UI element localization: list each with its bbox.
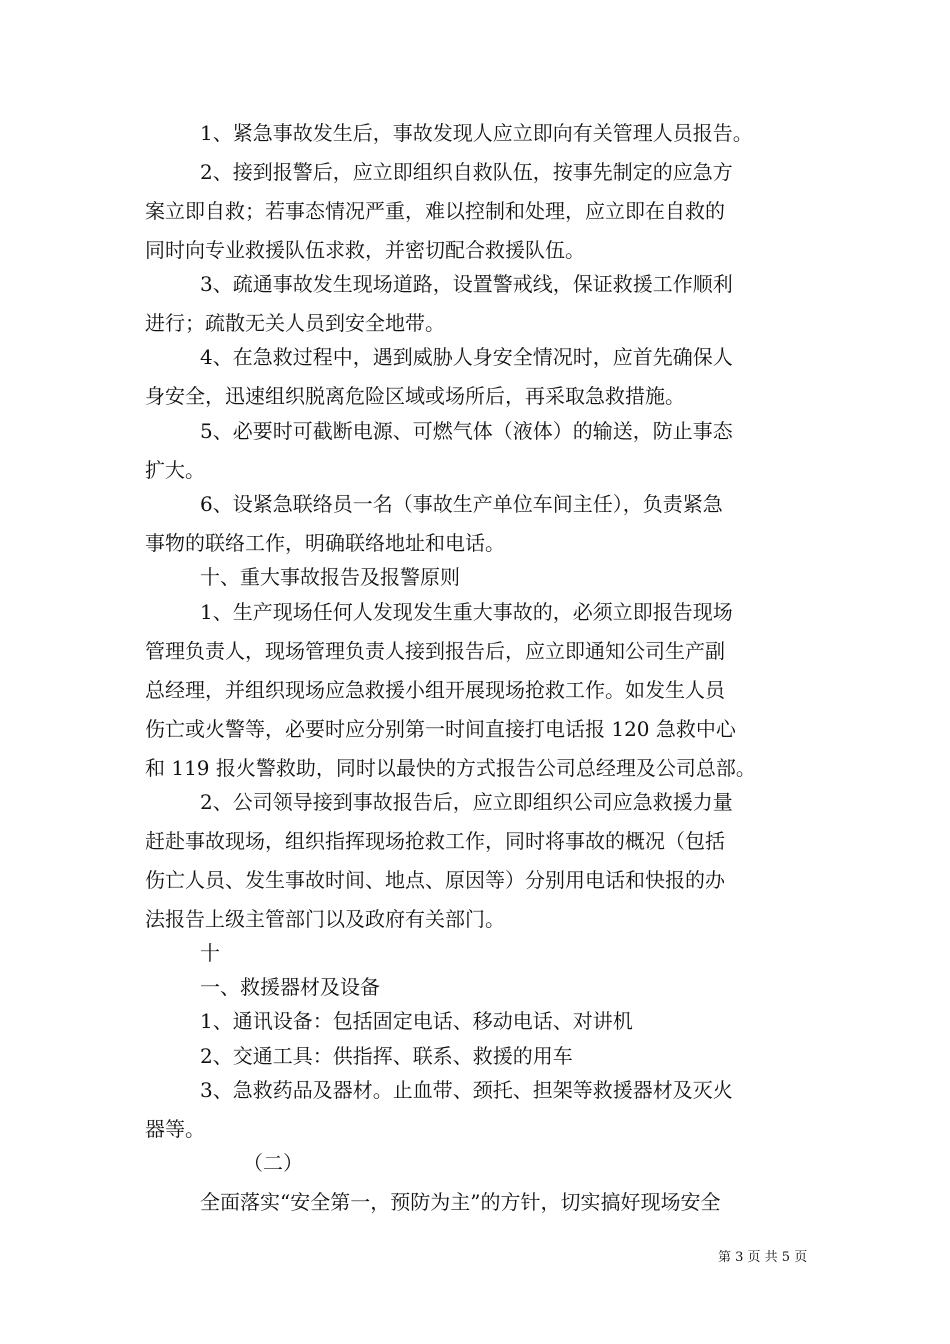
text-line-25: 器等。 (145, 1117, 205, 1141)
text-line-2: 2、接到报警后，应立即组织自救队伍，按事先制定的应急方 (200, 160, 733, 184)
text-line-1: 1、紧急事故发生后，事故发现人应立即向有关管理人员报告。 (200, 121, 753, 145)
text-line-18: 2、公司领导接到事故报告后，应立即组织公司应急救援力量 (200, 790, 733, 814)
section-heading-10: 十、重大事故报告及报警原则 (200, 565, 460, 589)
text-line-16: 伤亡或火警等，必要时应分别第一时间直接打电话报 120 急救中心 (145, 717, 736, 741)
text-line-13: 1、生产现场任何人发现发生重大事故的，必须立即报告现场 (200, 600, 733, 624)
text-line-14: 管理负责人，现场管理负责人接到报告后，应立即通知公司生产副 (145, 639, 725, 663)
text-line-5: 3、疏通事故发生现场道路，设置警戒线，保证救援工作顺利 (200, 272, 733, 296)
text-line-11: 6、设紧急联络员一名（事故生产单位车间主任），负责紧急 (200, 492, 723, 516)
section-heading-11: 一、救援器材及设备 (200, 975, 380, 999)
text-line-23: 2、交通工具：供指挥、联系、救援的用车 (200, 1044, 573, 1068)
text-line-22: 1、通讯设备：包括固定电话、移动电话、对讲机 (200, 1009, 633, 1033)
text-line-20: 伤亡人员、发生事故时间、地点、原因等）分别用电话和快报的办 (145, 868, 725, 892)
text-line-15: 总经理，并组织现场应急救援小组开展现场抢救工作。如发生人员 (145, 678, 725, 702)
text-line-10: 扩大。 (145, 458, 205, 482)
text-line-4: 同时向专业救援队伍求救，并密切配合救援队伍。 (145, 238, 585, 262)
text-line-9: 5、必要时可截断电源、可燃气体（液体）的输送，防止事态 (200, 419, 733, 443)
text-line-26: 全面落实“安全第一，预防为主”的方针，切实搞好现场安全 (200, 1190, 721, 1214)
text-line-3: 案立即自救；若事态情况严重，难以控制和处理，应立即在自救的 (145, 199, 725, 223)
page-number-footer: 第 3 页 共 5 页 (718, 1250, 808, 1265)
subsection-heading: （二） (243, 1151, 303, 1175)
text-line-21: 法报告上级主管部门以及政府有关部门。 (145, 907, 505, 931)
section-number: 十 (200, 941, 220, 965)
text-line-19: 赶赴事故现场，组织指挥现场抢救工作，同时将事故的概况（包括 (145, 829, 725, 853)
text-line-6: 进行；疏散无关人员到安全地带。 (145, 311, 445, 335)
text-line-7: 4、在急救过程中，遇到威胁人身安全情况时，应首先确保人 (200, 345, 733, 369)
text-line-17: 和 119 报火警救助，同时以最快的方式报告公司总经理及公司总部。 (145, 756, 756, 780)
text-line-8: 身安全，迅速组织脱离危险区域或场所后，再采取急救措施。 (145, 384, 685, 408)
text-line-12: 事物的联络工作，明确联络地址和电话。 (145, 531, 505, 555)
text-line-24: 3、急救药品及器材。止血带、颈托、担架等救援器材及灭火 (200, 1078, 733, 1102)
